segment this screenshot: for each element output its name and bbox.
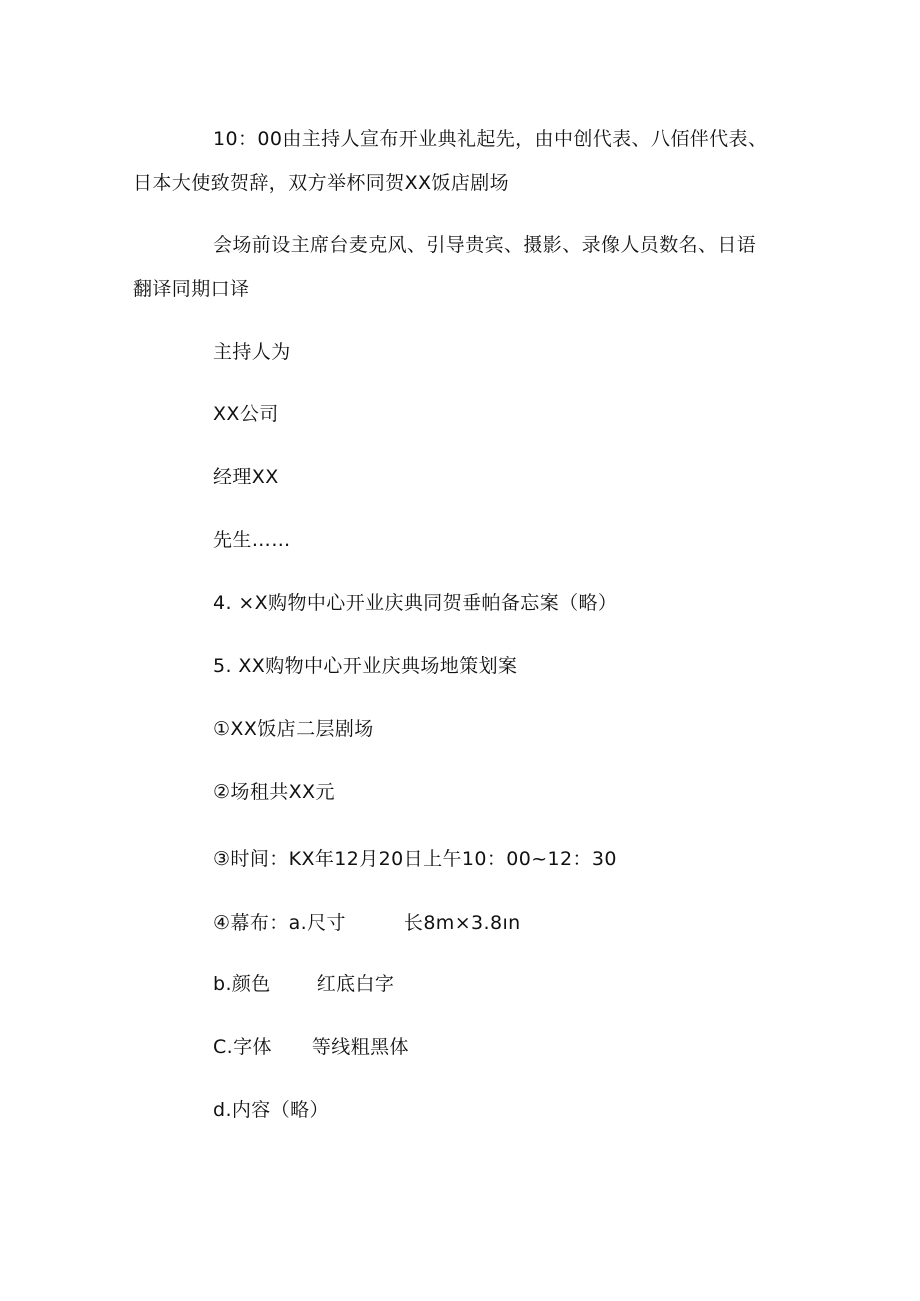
sub-item-3: ③时间：KX年12月20日上午10：00~12：30 [213,848,617,870]
host-line-4: 先生…… [213,529,291,551]
item-4: 4. ×X购物中心开业庆典同贺垂帕备忘案（略） [213,592,618,614]
host-line-2: XX公司 [213,403,279,425]
sub-item-4-value: 长8m×3.8ın [403,912,521,934]
sub-item-4b [213,972,394,996]
sub-item-1: ①XX饭店二层剧场 [213,718,374,740]
sub-item-4b-value: 红底白字 [316,973,395,995]
host-line-3: 经理XX [213,466,279,488]
host-line-1: 主持人为 [213,341,291,363]
sub-item-4c-label: C.字体 [213,1036,272,1058]
sub-item-2: ②场租共XX元 [213,781,335,803]
item-5: 5. XX购物中心开业庆典场地策划案 [213,655,518,677]
sub-item-4d: d.内容（略） [213,1099,329,1121]
sub-item-4 [213,911,521,935]
sub-item-4b-label: b.颜色 [213,973,271,995]
para2-line1: 会场前设主席台麦克风、引导贵宾、摄影、录像人员数名、日语 [213,234,757,256]
para1-line2: 日本大使致贺辞，双方举杯同贺XX饭店剧场 [133,172,510,194]
sub-item-4c [213,1035,409,1059]
sub-item-4-label: ④幕布：a.尺寸 [213,912,346,934]
para1-line1: 10：00由主持人宣布开业典礼起先，由中创代表、八佰伴代表、 [213,128,768,150]
para2-line2: 翻译同期口译 [133,278,250,300]
sub-item-4c-value: 等线粗黑体 [311,1036,409,1058]
